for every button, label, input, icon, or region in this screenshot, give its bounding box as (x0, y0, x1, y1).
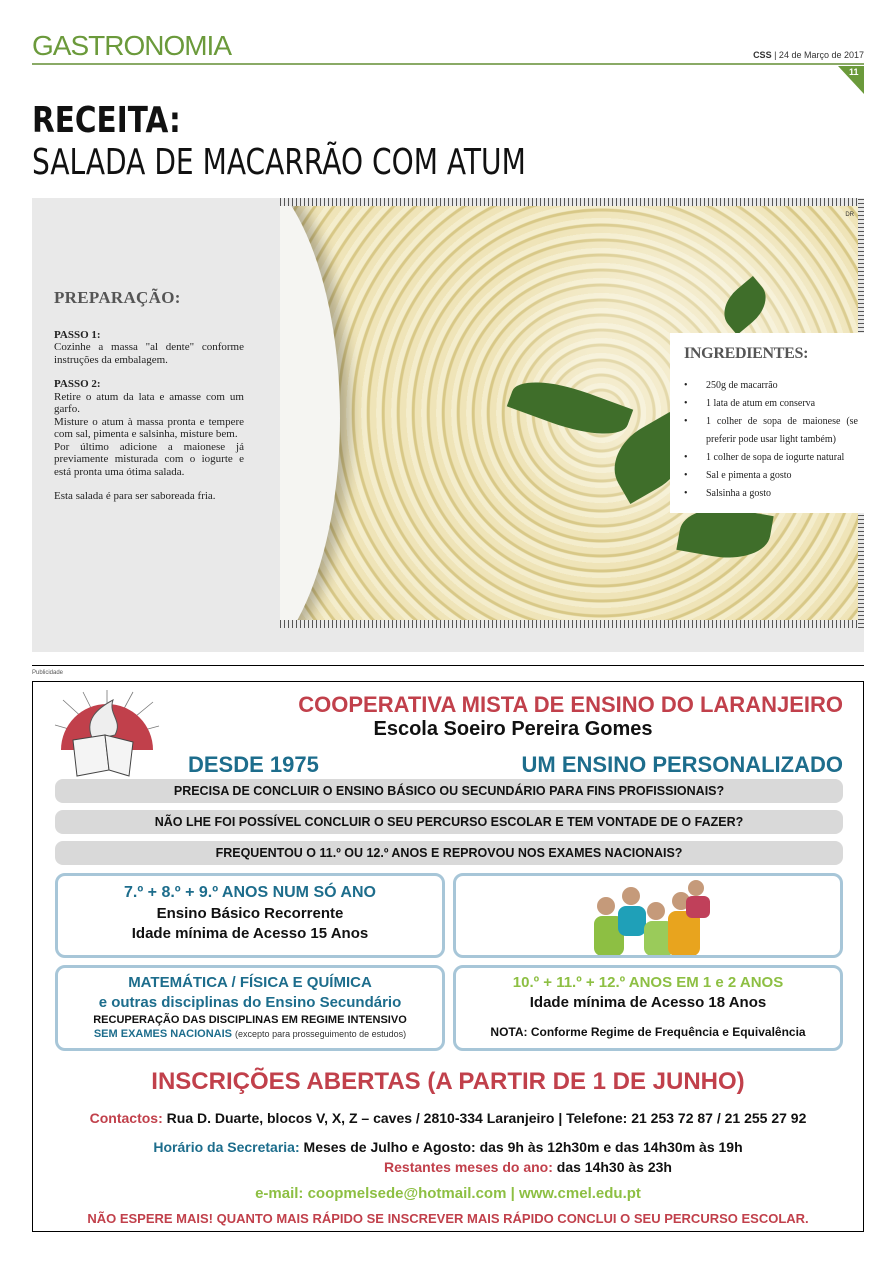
preparation-heading: PREPARAÇÃO: (54, 288, 181, 307)
header-rule (32, 63, 864, 65)
card-line: Idade mínima de Acesso 15 Anos (131, 925, 369, 942)
publication-name: CSS (753, 50, 772, 60)
step-1-text: Cozinhe a massa "al dente" conforme instruções da embalagem. (54, 341, 244, 366)
ad-title: COOPERATIVA MISTA DE ENSINO DO LARANJEIRO (298, 692, 843, 717)
ingredients-list (684, 377, 858, 503)
step-2-label: PASSO 2: (54, 378, 101, 390)
parsley-leaf (507, 369, 633, 448)
article-kicker: RECEITA: (32, 100, 181, 141)
card-title: MATEMÁTICA / FÍSICA E QUÍMICA (128, 974, 372, 991)
ingredient-item: • 1 lata de atum em conserva (684, 395, 858, 413)
since-year: DESDE 1975 (188, 752, 319, 777)
ingredient-item: • Sal e pimenta a gosto (684, 467, 858, 485)
card-secondary-subjects (55, 965, 445, 1051)
issue-date: | 24 de Março de 2017 (774, 50, 864, 60)
section-title: GASTRONOMIA (32, 30, 232, 61)
card-line: RECUPERAÇÃO DAS DISCIPLINAS EM REGIME INTENSIVO (93, 1014, 407, 1026)
school-name: Escola Soeiro Pereira Gomes (373, 718, 653, 740)
ingredient-item: • 1 colher de sopa de iogurte natural (684, 449, 858, 467)
step-1-label: PASSO 1: (54, 328, 101, 341)
ingredient-item: • Salsinha a gosto (684, 485, 858, 503)
ingredients-heading: INGREDIENTES: (684, 345, 809, 362)
card-note: (excepto para prosseguimento de estudos) (235, 1029, 407, 1039)
parsley-leaf (715, 276, 776, 335)
card-line: e outras disciplinas do Ensino Secundário (98, 994, 402, 1011)
step-2-text: Retire o atum da lata e amasse com um garfo. (54, 390, 244, 415)
question-banner: PRECISA DE CONCLUIR O ENSINO BÁSICO OU SECUNDÁRIO PARA FINS PROFISSIONAIS? (55, 779, 843, 803)
card-line: Ensino Básico Recorrente (156, 905, 344, 922)
school-logo-icon (53, 690, 161, 778)
closing-note: Esta salada é para ser saboreada fria. (54, 490, 216, 502)
photo-credit: DR (845, 212, 854, 218)
bowl-rim (280, 198, 340, 628)
hours2-label: Restantes meses do ano: (384, 1159, 553, 1175)
card-note: NOTA: Conforme Regime de Frequência e Equivalência (490, 1025, 806, 1039)
question-banner: NÃO LHE FOI POSSÍVEL CONCLUIR O SEU PERCURSO ESCOLAR E TEM VONTADE DE O FAZER? (55, 810, 843, 834)
ingredient-item: • 1 colher de sopa de maionese (se preferir pode usar light também) (684, 413, 858, 449)
students-group-photo-icon (456, 876, 840, 956)
card-title: 10.º + 11.º + 12.º ANOS EM 1 e 2 ANOS (512, 974, 784, 991)
hours2-text: das 14h30 às 23h (556, 1159, 672, 1175)
step-2-text: Por último adicione a maionese já previamente misturada com o iogurte e está pronta uma ótima salada. (54, 440, 244, 478)
photo-border-bottom (280, 620, 864, 628)
advertising-label: Publicidade (32, 670, 64, 676)
ingredients-box (670, 333, 864, 513)
photo-border-top (280, 198, 864, 206)
contacts-label: Contactos: (89, 1110, 163, 1126)
page-number: 11 (849, 67, 859, 77)
slogan: UM ENSINO PERSONALIZADO (521, 752, 843, 777)
email-website-link[interactable]: e-mail: coopmelsede@hotmail.com | www.cmel.edu.pt (255, 1185, 641, 1202)
card-students-photo (453, 873, 843, 958)
dateline (753, 50, 864, 60)
ad-separator (32, 665, 864, 666)
enrollment-banner: INSCRIÇÕES ABERTAS (A PARTIR DE 1 DE JUNHO) (151, 1068, 745, 1095)
preparation-section (54, 288, 244, 503)
article-title: SALADA DE MACARRÃO COM ATUM (32, 142, 526, 183)
step-2-text: Misture o atum à massa pronta e tempere com sal, pimenta e salsinha, misture bem. (54, 415, 244, 440)
card-secondary-years (453, 965, 843, 1051)
school-advertisement (32, 681, 864, 1232)
question-banner: FREQUENTOU O 11.º OU 12.º ANOS E REPROVOU NOS EXAMES NACIONAIS? (55, 841, 843, 865)
card-line: Idade mínima de Acesso 18 Anos (529, 994, 767, 1011)
hours-text: Meses de Julho e Agosto: das 9h às 12h30m e das 14h30m às 19h (303, 1139, 743, 1155)
card-highlight: SEM EXAMES NACIONAIS (93, 1028, 232, 1040)
hours-label: Horário da Secretaria: (153, 1139, 300, 1155)
card-title: 7.º + 8.º + 9.º ANOS NUM SÓ ANO (124, 884, 376, 901)
card-basic-education (55, 873, 445, 958)
contacts-text: Rua D. Duarte, blocos V, X, Z – caves / 2810-334 Laranjeiro | Telefone: 21 253 72 87 / 21 255 27 92 (166, 1110, 807, 1126)
ingredient-item: • 250g de macarrão (684, 377, 858, 395)
call-to-action: NÃO ESPERE MAIS! QUANTO MAIS RÁPIDO SE INSCREVER MAIS RÁPIDO CONCLUI O SEU PERCURSO ESCOLAR. (87, 1211, 809, 1226)
